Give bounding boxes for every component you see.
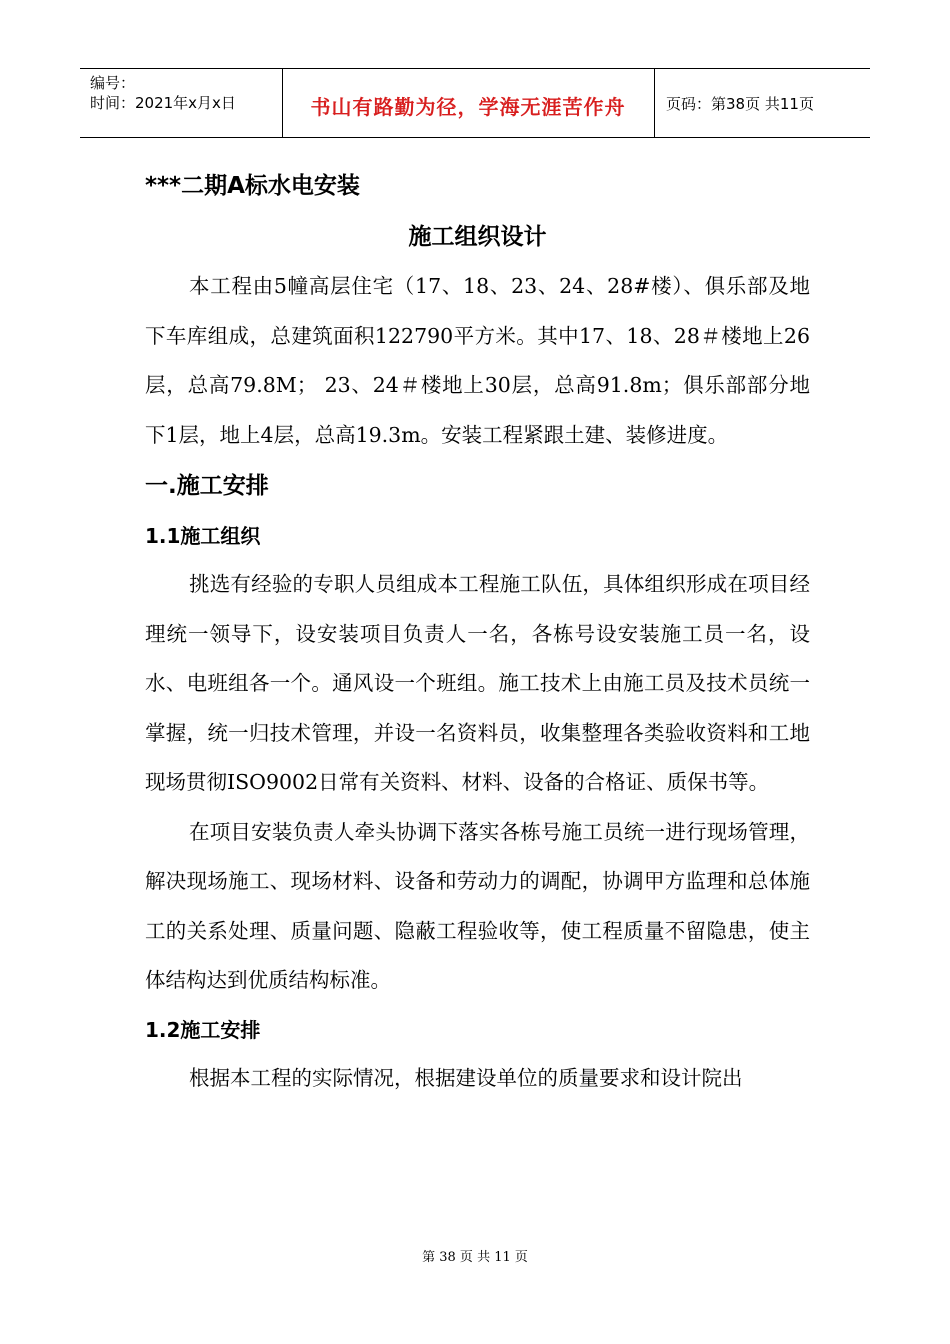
time-label: 时间：2021年x月x日 (90, 94, 236, 112)
page-header (80, 68, 870, 138)
paragraph: 在项目安装负责人牵头协调下落实各栋号施工员统一进行现场管理，解决现场施工、现场材料、设备和劳动力的调配，协调甲方监理和总体施工的关系处理、质量问题、隐蔽工程验收等，使工程质量不留隐患，使主体结构达到优质结构标准。 (145, 819, 810, 992)
document-body (145, 160, 810, 1103)
number-label: 编号： (90, 74, 136, 92)
intro-paragraph: 本工程由5幢高层住宅（17、18、23、24、28#楼）、俱乐部及地下车库组成，总建筑面积122790平方米。其中17、18、28＃楼地上26层，总高79.8M； 23、24＃楼地上30层，总高91.8m；俱乐部部分地下1层，地上4层，总高19.3m。安装工程紧跟土建、装修进度。 (145, 274, 810, 447)
section-heading: 一.施工安排 (145, 473, 269, 499)
subsection-heading: 1.2施工安排 (145, 1017, 261, 1042)
header-divider (654, 69, 655, 137)
paragraph: 根据本工程的实际情况，根据建设单位的质量要求和设计院出 (189, 1065, 743, 1090)
header-motto: 书山有路勤为径，学海无涯苦作舟 (310, 95, 626, 119)
header-meta (90, 73, 236, 113)
document-title: ***二期A标水电安装 (145, 173, 360, 199)
paragraph: 挑选有经验的专职人员组成本工程施工队伍，具体组织形成在项目经理统一领导下，设安装项目负责人一名，各栋号设安装施工员一名，设水、电班组各一个。通风设一个班组。施工技术上由施工员及技术员统一掌握，统一归技术管理，并设一名资料员，收集整理各类验收资料和工地现场贯彻ISO9002日常有关资料、材料、设备的合格证、质保书等。 (145, 572, 810, 794)
document-subtitle: 施工组织设计 (408, 224, 547, 250)
header-page-label: 页码：第38页 共11页 (666, 95, 814, 113)
subsection-heading: 1.1施工组织 (145, 524, 261, 548)
page-footer: 第 38 页 共 11 页 (422, 1250, 528, 1265)
